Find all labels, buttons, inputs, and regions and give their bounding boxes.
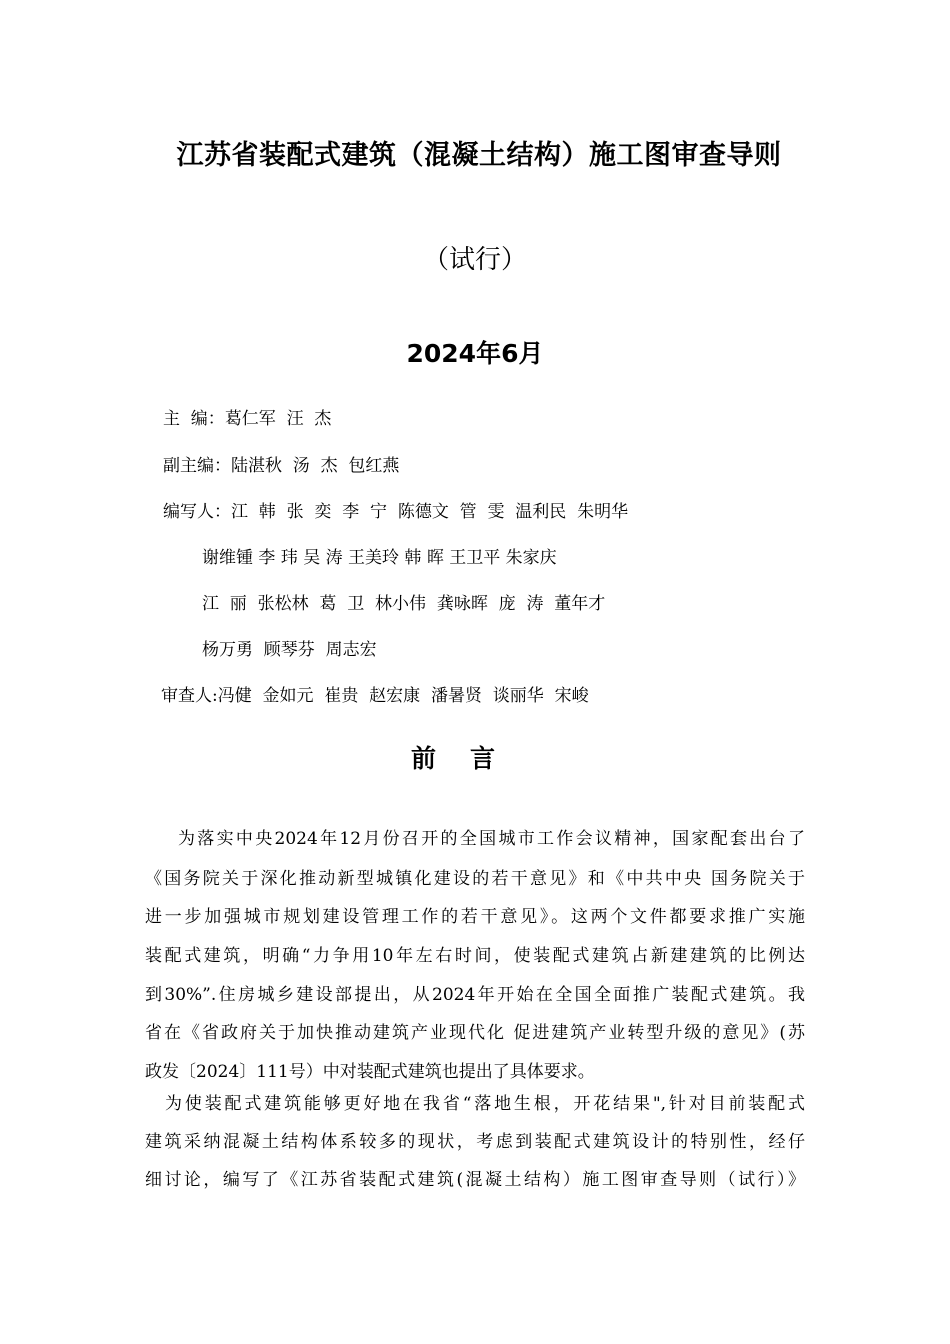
preface-paragraph-line: 省在《省政府关于加快推动建筑产业现代化 促进建筑产业转型升级的意见》(苏 [145,1023,805,1043]
preface-paragraph-line: 进一步加强城市规划建设管理工作的若干意见》。这两个文件都要求推广实施 [145,907,805,927]
deputy-editor-line [163,454,399,478]
reviewers-label: 审查人: [161,686,218,706]
writers-names-line: 杨万勇 顾琴芬 周志宏 [202,640,377,660]
preface-paragraph-line: 《国务院关于深化推动新型城镇化建设的若干意见》和《中共中央 国务院关于 [145,869,805,889]
chief-editor-names: 葛仁军 汪 杰 [224,409,332,429]
writers-label: 编写人： [163,502,231,522]
writers-names-line: 江 丽 张松林 葛 卫 林小伟 龚咏晖 庞 涛 董年才 [202,594,606,614]
document-title: 江苏省装配式建筑（混凝土结构）施工图审查导则 [176,140,782,171]
reviewers-names: 冯健 金如元 崔贵 赵宏康 潘暑贤 谈丽华 宋峻 [217,686,589,706]
reviewers-line [161,684,589,708]
preface-heading-char: 言 [470,744,496,773]
chief-editor-label: 主 编： [163,409,225,429]
preface-heading-char: 前 [410,744,436,773]
chief-editor-line [163,407,331,431]
preface-heading [0,739,906,775]
preface-paragraph-line: 建筑采纳混凝土结构体系较多的现状，考虑到装配式建筑设计的特别性，经仔 [145,1132,805,1152]
deputy-editor-names: 陆湛秋 汤 杰 包红燕 [231,456,400,476]
deputy-editor-label: 副主编： [163,456,231,476]
preface-paragraph-line: 装配式建筑，明确“力争用10年左右时间，使装配式建筑占新建建筑的比例达 [145,946,805,966]
preface-paragraph-line: 为使装配式建筑能够更好地在我省“落地生根，开花结果",针对目前装配式 [165,1094,805,1114]
document-date: 2024年6月 [406,339,544,368]
preface-paragraph-line: 政发〔2024〕111号）中对装配式建筑也提出了具体要求。 [145,1062,595,1082]
writers-names-line: 谢维锺 李 玮 吴 涛 王美玲 韩 晖 王卫平 朱家庆 [202,548,557,568]
writers-names-line: 江 韩 张 奕 李 宁 陈德文 管 雯 温利民 朱明华 [231,502,629,522]
preface-paragraph-line: 细讨论，编写了《江苏省装配式建筑(混凝土结构）施工图审查导则（试行）》 [145,1170,805,1190]
preface-paragraph-line: 为落实中央2024年12月份召开的全国城市工作会议精神，国家配套出台了 [178,829,805,849]
preface-paragraph-line: 到30%”.住房城乡建设部提出，从2024年开始在全国全面推广装配式建筑。我 [145,985,805,1005]
document-subtitle: （试行） [422,245,527,275]
writers-line [163,500,628,524]
